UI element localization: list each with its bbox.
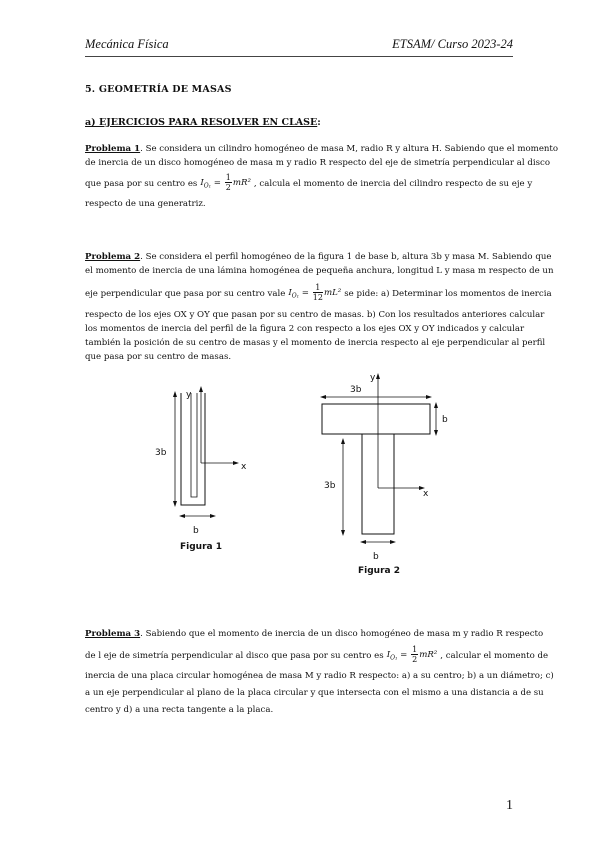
section-title: 5. GEOMETRÍA DE MASAS: [85, 84, 232, 95]
problem-2-line-5: los momentos de inercia del perfil de la figura 2 con respecto a los ejes OX y OY indicados y calcular: [85, 323, 525, 334]
header-right: ETSAM/ Curso 2023-24: [392, 37, 513, 51]
header-left: Mecánica Física: [85, 37, 169, 51]
figure-2-base-arrow-left: [360, 540, 366, 544]
problem-1-line-3b: , calcula el momento de inercia del cilindro respecto de su eje y: [253, 178, 533, 189]
subsection-suffix: :: [317, 117, 321, 128]
figure-1-caption: Figura 1: [180, 542, 222, 552]
figure-1-axis-x-label: x: [241, 462, 247, 472]
problem-2-line-1: . Se considera el perfil homogéneo de la figura 1 de base b, altura 3b y masa M. Sabiendo que: [140, 252, 552, 262]
figure-2-side-arrow-top: [434, 402, 438, 408]
figure-2-base-label: b: [373, 552, 379, 562]
problem-3-line-4: a un eje perpendicular al plano de la placa circular y que intersecta con el mismo a una distancia a de su: [85, 687, 544, 698]
figure-1-axis-y-label: y: [186, 390, 192, 400]
header-rule: [85, 56, 513, 57]
figure-2-y-arrow: [376, 373, 380, 379]
figure-2-top-label: 3b: [350, 385, 362, 395]
figure-2-flange: [322, 404, 430, 434]
problem-1: [85, 142, 559, 211]
figure-1-height-arrow-top: [173, 391, 177, 397]
figure-1-base-label: b: [193, 526, 199, 536]
figure-1-height-label: 3b: [155, 448, 167, 458]
problem-3-line-2a: de l eje de simetría perpendicular al disco que pasa por su centro es: [85, 650, 384, 661]
figure-2-base-arrow-right: [390, 540, 396, 544]
figure-2-side-label: b: [442, 415, 448, 425]
subsection-label: a) EJERCICIOS PARA RESOLVER EN CLASE: [85, 117, 318, 128]
problem-1-line-2: de inercia de un disco homogéneo de masa m y radio R respecto del eje de simetría perpendicular al disco: [85, 158, 551, 168]
problem-3-formula: $I_{O_1}$ = $\frac{1}{2}$ mR²: [386, 645, 438, 664]
figure-1-base-arrow-right: [210, 514, 216, 518]
problem-1-label: Problema 1: [85, 144, 141, 154]
figure-1-y-arrow: [199, 386, 203, 392]
problem-1-line-4: respecto de una generatriz.: [85, 198, 206, 209]
problem-2-label: Problema 2: [85, 252, 141, 262]
figure-1-base-arrow-left: [179, 514, 185, 518]
figure-1-height-arrow-bottom: [173, 501, 177, 507]
figure-2-axis-y-label: y: [370, 373, 376, 383]
figure-2-height-arrow-top: [341, 438, 345, 444]
problem-3-line-5: centro y d) a una recta tangente a la placa.: [85, 704, 274, 715]
problem-1-line-3a: que pasa por su centro es: [85, 178, 198, 189]
figure-1-inner: [191, 393, 197, 497]
figure-2-side-arrow-bottom: [434, 430, 438, 436]
problem-3-label: Problema 3: [85, 629, 141, 639]
problem-2-line-3b: se pide: a) Determinar los momentos de inercia: [344, 288, 552, 299]
problem-2-line-3a: eje perpendicular que pasa por su centro vale: [85, 288, 286, 299]
figure-2-axis-x-label: x: [423, 489, 429, 499]
figure-2-height-label: 3b: [324, 481, 336, 491]
problem-3: [85, 627, 554, 717]
problem-2-line-7: que pasa por su centro de masas.: [85, 351, 232, 362]
page-number: 1: [506, 798, 513, 813]
problem-3-line-1: . Sabiendo que el momento de inercia de un disco homogéneo de masa m y radio R respecto: [140, 629, 544, 639]
figure-1: [150, 385, 260, 540]
problem-2-line-6: también la posición de su centro de masas y el momento de inercia respecto al eje perpendicular al perfil: [85, 337, 546, 348]
problem-1-formula: $I_{O_1}$ = $\frac{1}{2}$ mR²: [200, 173, 251, 192]
figure-2-height-arrow-bottom: [341, 530, 345, 536]
figure-2-top-arrow-left: [320, 395, 326, 399]
problem-2-line-2: el momento de inercia de una lámina homogénea de pequeña anchura, longitud L y masa m respecto de un: [85, 266, 554, 276]
problem-3-line-3: inercia de una placa circular homogénea de masa M y radio R respecto: a) a su centro; b) a un diámetro; c): [85, 670, 554, 681]
figure-2-top-arrow-right: [426, 395, 432, 399]
problem-2: [85, 250, 554, 364]
problem-2-line-4: respecto de los ejes OX y OY que pasan por su centro de masas. b) Con los resultados anteriores calcular: [85, 309, 545, 320]
problem-1-line-1: . Se considera un cilindro homogéneo de masa M, radio R y altura H. Sabiendo que el momento: [140, 144, 559, 154]
figure-1-x-arrow: [233, 461, 239, 465]
problem-2-formula: $I_{O_1}$ = $\frac{1}{12}$ mL²: [288, 283, 342, 302]
subsection-title: [85, 117, 321, 128]
problem-3-line-2b: , calcular el momento de: [440, 650, 549, 661]
figure-2: [310, 370, 460, 565]
figure-2-caption: Figura 2: [358, 566, 400, 576]
